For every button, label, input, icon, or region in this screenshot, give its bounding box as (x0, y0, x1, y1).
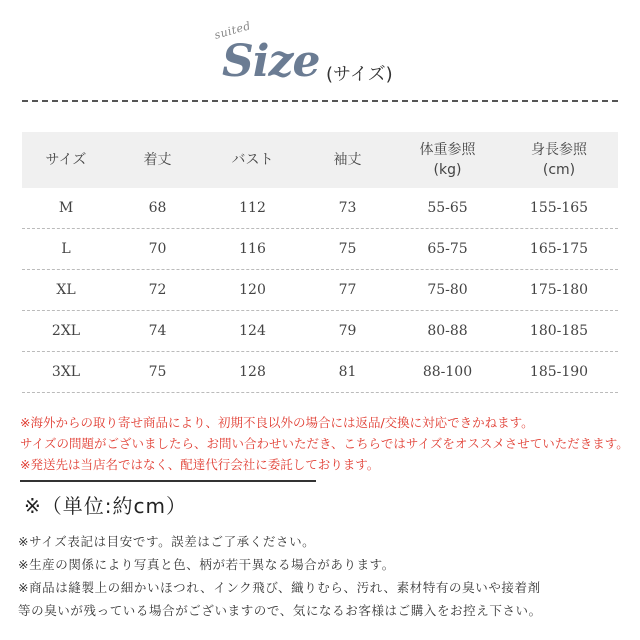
cell-sleeve: 81 (338, 364, 357, 380)
cell-length: 72 (148, 282, 167, 298)
cell-length: 75 (148, 364, 167, 380)
table-row (22, 352, 618, 393)
cell-weight: 55-65 (427, 200, 468, 216)
cell-weight: 80-88 (427, 323, 468, 339)
red-notes (20, 412, 629, 475)
size-logo: Size (222, 36, 320, 87)
cell-height: 175-180 (529, 282, 589, 298)
note-line: ※生産の関係により写真と色、柄が若干異なる場合があります。 (18, 557, 395, 572)
header (0, 0, 640, 100)
cell-length: 68 (148, 200, 167, 216)
cell-size: 2XL (51, 323, 81, 339)
table-row (22, 188, 618, 229)
cell-weight: 75-80 (427, 282, 468, 298)
cell-bust: 120 (239, 282, 266, 298)
cell-height: 165-175 (529, 241, 589, 257)
red-note-line: ※発送先は当店名ではなく、配達代行会社に委託しております。 (20, 457, 380, 472)
unit-label: ※（単位:約cm） (24, 494, 187, 518)
cell-height: 155-165 (529, 200, 589, 216)
cell-height: 185-190 (529, 364, 589, 380)
divider (22, 100, 618, 102)
header-height: 身長参照 (cm) (531, 142, 587, 178)
cell-height: 180-185 (529, 323, 589, 339)
table-row (22, 270, 618, 311)
note-line: ※サイズ表記は目安です。誤差はご了承ください。 (18, 534, 316, 549)
cell-sleeve: 79 (338, 323, 357, 339)
header-weight: 体重参照 (kg) (419, 142, 476, 178)
table-header-row (22, 132, 618, 188)
table-row (22, 229, 618, 270)
cell-size: XL (56, 282, 76, 298)
cell-size: 3XL (51, 364, 81, 380)
cell-weight: 88-100 (422, 364, 473, 380)
cell-length: 70 (148, 241, 167, 257)
cell-sleeve: 73 (338, 200, 357, 216)
cell-bust: 116 (239, 241, 266, 257)
header-length: 着丈 (143, 152, 172, 168)
cell-size: M (58, 200, 74, 216)
header-sleeve: 袖丈 (333, 152, 362, 168)
cell-sleeve: 75 (338, 241, 357, 257)
cell-sleeve: 77 (338, 282, 357, 298)
table-row (22, 311, 618, 352)
cell-bust: 128 (239, 364, 266, 380)
note-line: 等の臭いが残っている場合がございますので、気になるお客様はご購入をお控え下さい。 (18, 603, 542, 618)
notes (18, 530, 628, 622)
cell-bust: 112 (239, 200, 266, 216)
note-line: ※商品は縫製上の細かいほつれ、インク飛び、織りむら、汚れ、素材特有の臭いや接着剤 (18, 580, 541, 595)
red-note-line: サイズの問題がございましたら、お問い合わせいただき、こちらではサイズをオススメさせていただきます。 (20, 436, 629, 451)
cell-size: L (61, 241, 71, 257)
size-table (22, 132, 618, 393)
header-bust: バスト (231, 152, 274, 168)
suited-label: suited (212, 19, 253, 42)
cell-weight: 65-75 (427, 241, 468, 257)
header-size: サイズ (45, 152, 87, 168)
cell-bust: 124 (239, 323, 266, 339)
red-note-line: ※海外からの取り寄せ商品により、初期不良以外の場合には返品/交換に対応できかねます。 (20, 415, 534, 430)
size-subtitle: (サイズ) (326, 64, 393, 85)
cell-length: 74 (148, 323, 167, 339)
